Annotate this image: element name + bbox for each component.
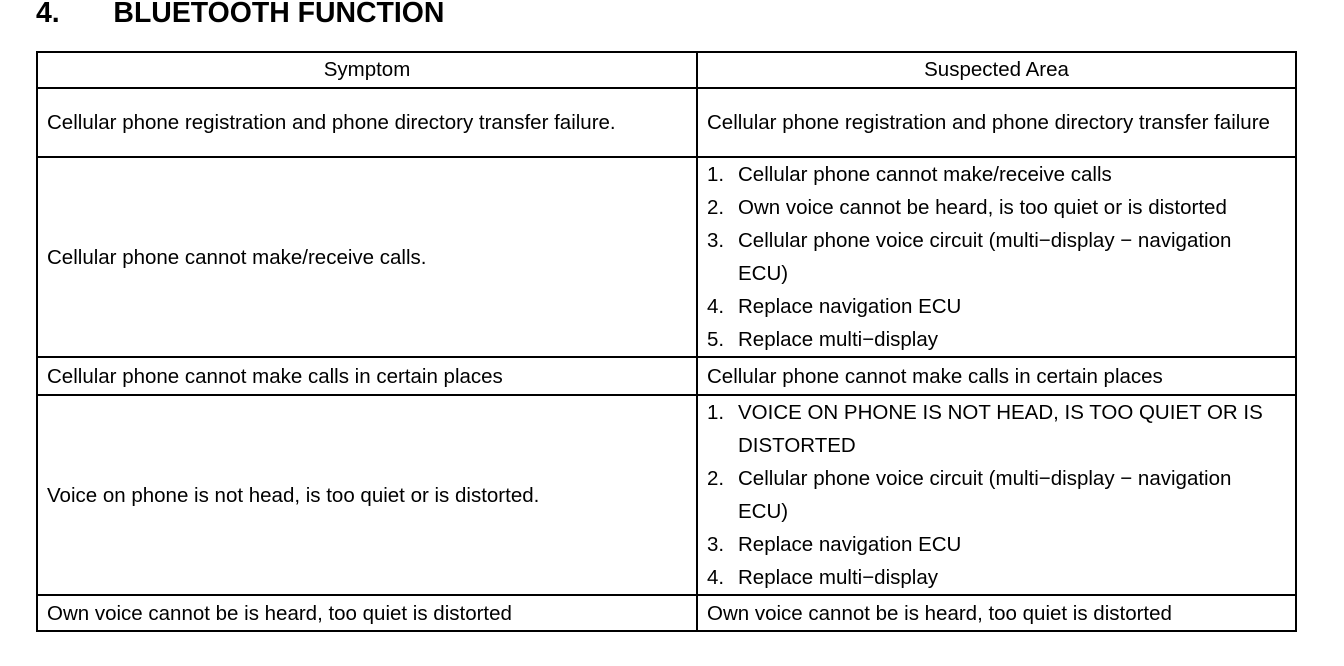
symptom-header: Symptom bbox=[37, 52, 697, 88]
suspected-area-text: Own voice cannot be is heard, too quiet is distorted bbox=[707, 601, 1172, 625]
list-item-number: 2. bbox=[707, 196, 725, 219]
list-item-text: Cellular phone voice circuit (multi−display − navigation ECU) bbox=[738, 467, 1232, 523]
list-item-text: VOICE ON PHONE IS NOT HEAD, IS TOO QUIET OR IS DISTORTED bbox=[738, 401, 1263, 457]
symptom-cell bbox=[37, 157, 697, 357]
table-row bbox=[37, 595, 1296, 631]
list-item-number: 3. bbox=[707, 533, 725, 556]
list-item-text: Replace multi−display bbox=[738, 328, 938, 351]
list-item bbox=[707, 396, 1286, 462]
symptom-text: Cellular phone cannot make/receive calls. bbox=[47, 245, 427, 269]
symptom-text: Cellular phone cannot make calls in certain places bbox=[47, 364, 503, 388]
list-item-number: 1. bbox=[707, 401, 725, 424]
list-item-text: Replace navigation ECU bbox=[738, 295, 962, 318]
list-item bbox=[707, 290, 1286, 323]
list-item-number: 4. bbox=[707, 566, 725, 589]
section-title: BLUETOOTH FUNCTION bbox=[113, 0, 445, 29]
symptom-table bbox=[36, 51, 1297, 632]
symptom-text: Own voice cannot be is heard, too quiet is distorted bbox=[47, 601, 512, 625]
list-item bbox=[707, 462, 1286, 528]
table-row bbox=[37, 88, 1296, 157]
list-item-text: Cellular phone cannot make/receive calls bbox=[738, 163, 1112, 186]
list-item bbox=[707, 224, 1286, 290]
list-item-number: 4. bbox=[707, 295, 725, 318]
symptom-cell bbox=[37, 357, 697, 395]
list-item bbox=[707, 158, 1286, 191]
list-item-number: 1. bbox=[707, 163, 725, 186]
suspected-area-text: Cellular phone cannot make calls in certain places bbox=[707, 364, 1163, 388]
suspected-area-list bbox=[707, 396, 1286, 594]
suspected-area-cell bbox=[697, 357, 1296, 395]
list-item-text: Replace multi−display bbox=[738, 566, 938, 589]
list-item-number: 5. bbox=[707, 328, 725, 351]
symptom-text: Voice on phone is not head, is too quiet or is distorted. bbox=[47, 483, 540, 507]
table-header-row bbox=[37, 52, 1296, 88]
list-item-text: Own voice cannot be heard, is too quiet or is distorted bbox=[738, 196, 1227, 219]
suspected-area-cell bbox=[697, 395, 1296, 595]
section-number: 4. bbox=[36, 0, 60, 29]
suspected-area-header: Suspected Area bbox=[697, 52, 1296, 88]
list-item-number: 2. bbox=[707, 467, 725, 490]
list-item-text: Replace navigation ECU bbox=[738, 533, 962, 556]
symptom-cell bbox=[37, 595, 697, 631]
suspected-area-cell bbox=[697, 595, 1296, 631]
list-item bbox=[707, 191, 1286, 224]
symptom-text: Cellular phone registration and phone directory transfer failure. bbox=[47, 111, 616, 134]
list-item-text: Cellular phone voice circuit (multi−display − navigation ECU) bbox=[738, 229, 1232, 285]
list-item bbox=[707, 528, 1286, 561]
suspected-area-cell bbox=[697, 88, 1296, 157]
list-item-number: 3. bbox=[707, 229, 725, 252]
symptom-cell bbox=[37, 395, 697, 595]
suspected-area-list bbox=[707, 158, 1286, 356]
suspected-area-cell bbox=[697, 157, 1296, 357]
table-row bbox=[37, 395, 1296, 595]
table-row bbox=[37, 157, 1296, 357]
list-item bbox=[707, 561, 1286, 594]
suspected-area-text: Cellular phone registration and phone directory transfer failure bbox=[707, 111, 1270, 134]
list-item bbox=[707, 323, 1286, 356]
section-heading bbox=[36, 0, 722, 35]
table-row bbox=[37, 357, 1296, 395]
symptom-cell bbox=[37, 88, 697, 157]
